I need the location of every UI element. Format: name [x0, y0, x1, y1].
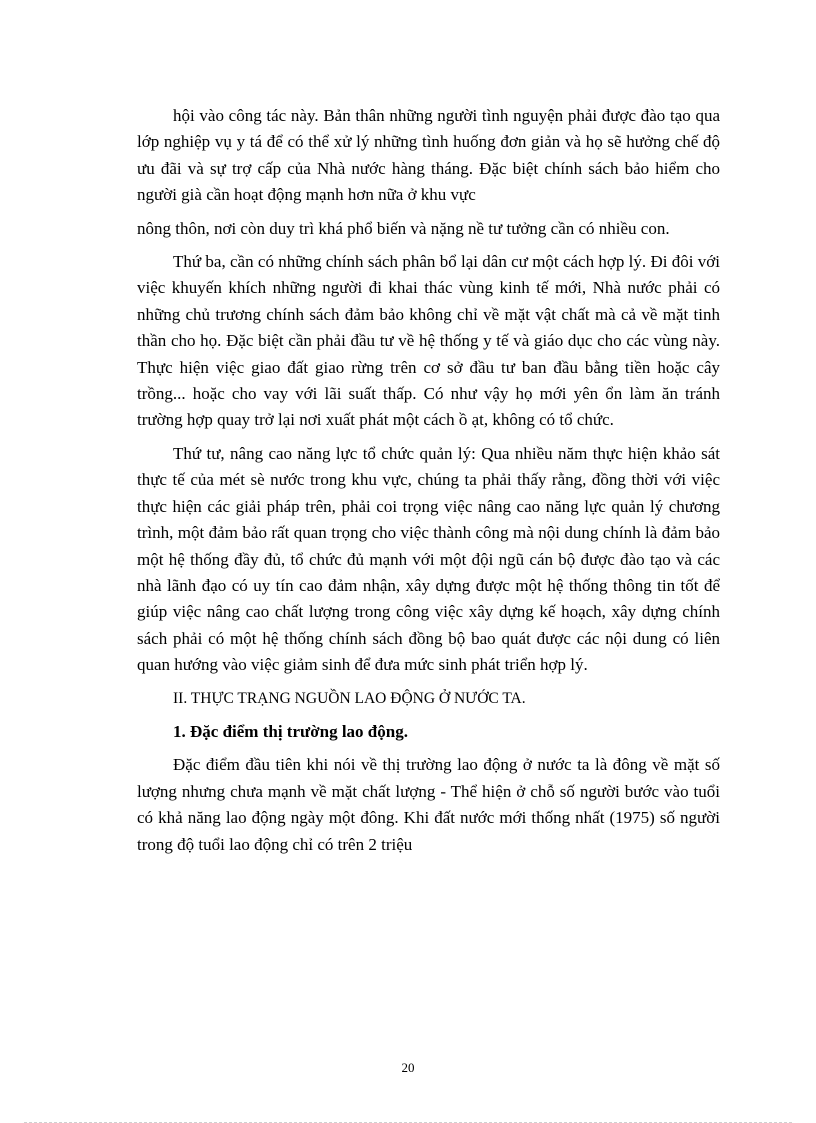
- body-text: [137, 103, 720, 858]
- page-number: 20: [401, 1060, 415, 1075]
- paragraph-fourth: Thứ tư, nâng cao năng lực tổ chức quản lý: Qua nhiều năm thực hiện khảo sát thực tế của mét sè nước trong khu vực, chúng ta phải thấy rằng, đồng thời với việc thực hiện các giải pháp trên, phải coi trọng việc nâng cao năng lực quản lý chương trình, một đảm bảo rất quan trọng cho việc thành công mà nội dung chính là đảm bảo một hệ thống đầy đủ, tổ chức đủ mạnh với một đội ngũ cán bộ được đào tạo và các nhà lãnh đạo có uy tín cao đảm nhận, xây dựng được một hệ thống thông tin tốt để giúp việc nâng cao chất lượng trong công việc xây dựng kế hoạch, xây dựng chính sách phải có một hệ thống chính sách đồng bộ bao quát được các nội dung có liên quan hướng vào việc giảm sinh để đưa mức sinh phát triển hợp lý.: [137, 443, 720, 675]
- paragraph-continuation: hội vào công tác này. Bản thân những người tình nguyện phải được đào tạo qua lớp nghiệp vụ y tá để có thể xử lý những tình huống đơn giản và họ sẽ hưởng chế độ ưu đãi và sự trợ cấp của Nhà nước hàng tháng. Đặc biệt chính sách bảo hiểm cho người già cần hoạt động mạnh hơn nữa ở khu vực: [137, 106, 720, 205]
- section-heading: II. THỰC TRẠNG NGUỒN LAO ĐỘNG Ở NƯỚC TA.: [173, 689, 526, 707]
- paragraph-labor-market: Đặc điểm đầu tiên khi nói về thị trường lao động ở nước ta là đông về mặt số lượng nhưng chưa mạnh về mặt chất lượng - Thể hiện ở chỗ số người bước vào tuổi có khả năng lao động ngày một đông. Khi đất nước mới thống nhất (1975) số người trong độ tuổi lao động chỉ có trên 2 triệu: [137, 755, 720, 854]
- subsection-heading: 1. Đặc điểm thị trường lao động.: [173, 721, 408, 741]
- paragraph-third: Thứ ba, cần có những chính sách phân bổ lại dân cư một cách hợp lý. Đi đôi với việc khuyến khích những người đi khai thác vùng kinh tế mới, Nhà nước phải có những chủ trương chính sách đảm bảo không chỉ về mặt vật chất mà cả về mặt tinh thần cho họ. Đặc biệt cần phải đầu tư về hệ thống y tế và giáo dục cho các vùng này. Thực hiện việc giao đất giao rừng trên cơ sở đầu tư ban đầu bằng tiền hoặc cây trồng... hoặc cho vay với lãi suất thấp. Có như vậy họ mới yên ổn làm ăn tránh trường hợp quay trở lại nơi xuất phát một cách ồ ạt, không có tổ chức.: [137, 252, 720, 430]
- paragraph-rural: nông thôn, nơi còn duy trì khá phổ biến và nặng nề tư tưởng cần có nhiều con.: [137, 218, 670, 238]
